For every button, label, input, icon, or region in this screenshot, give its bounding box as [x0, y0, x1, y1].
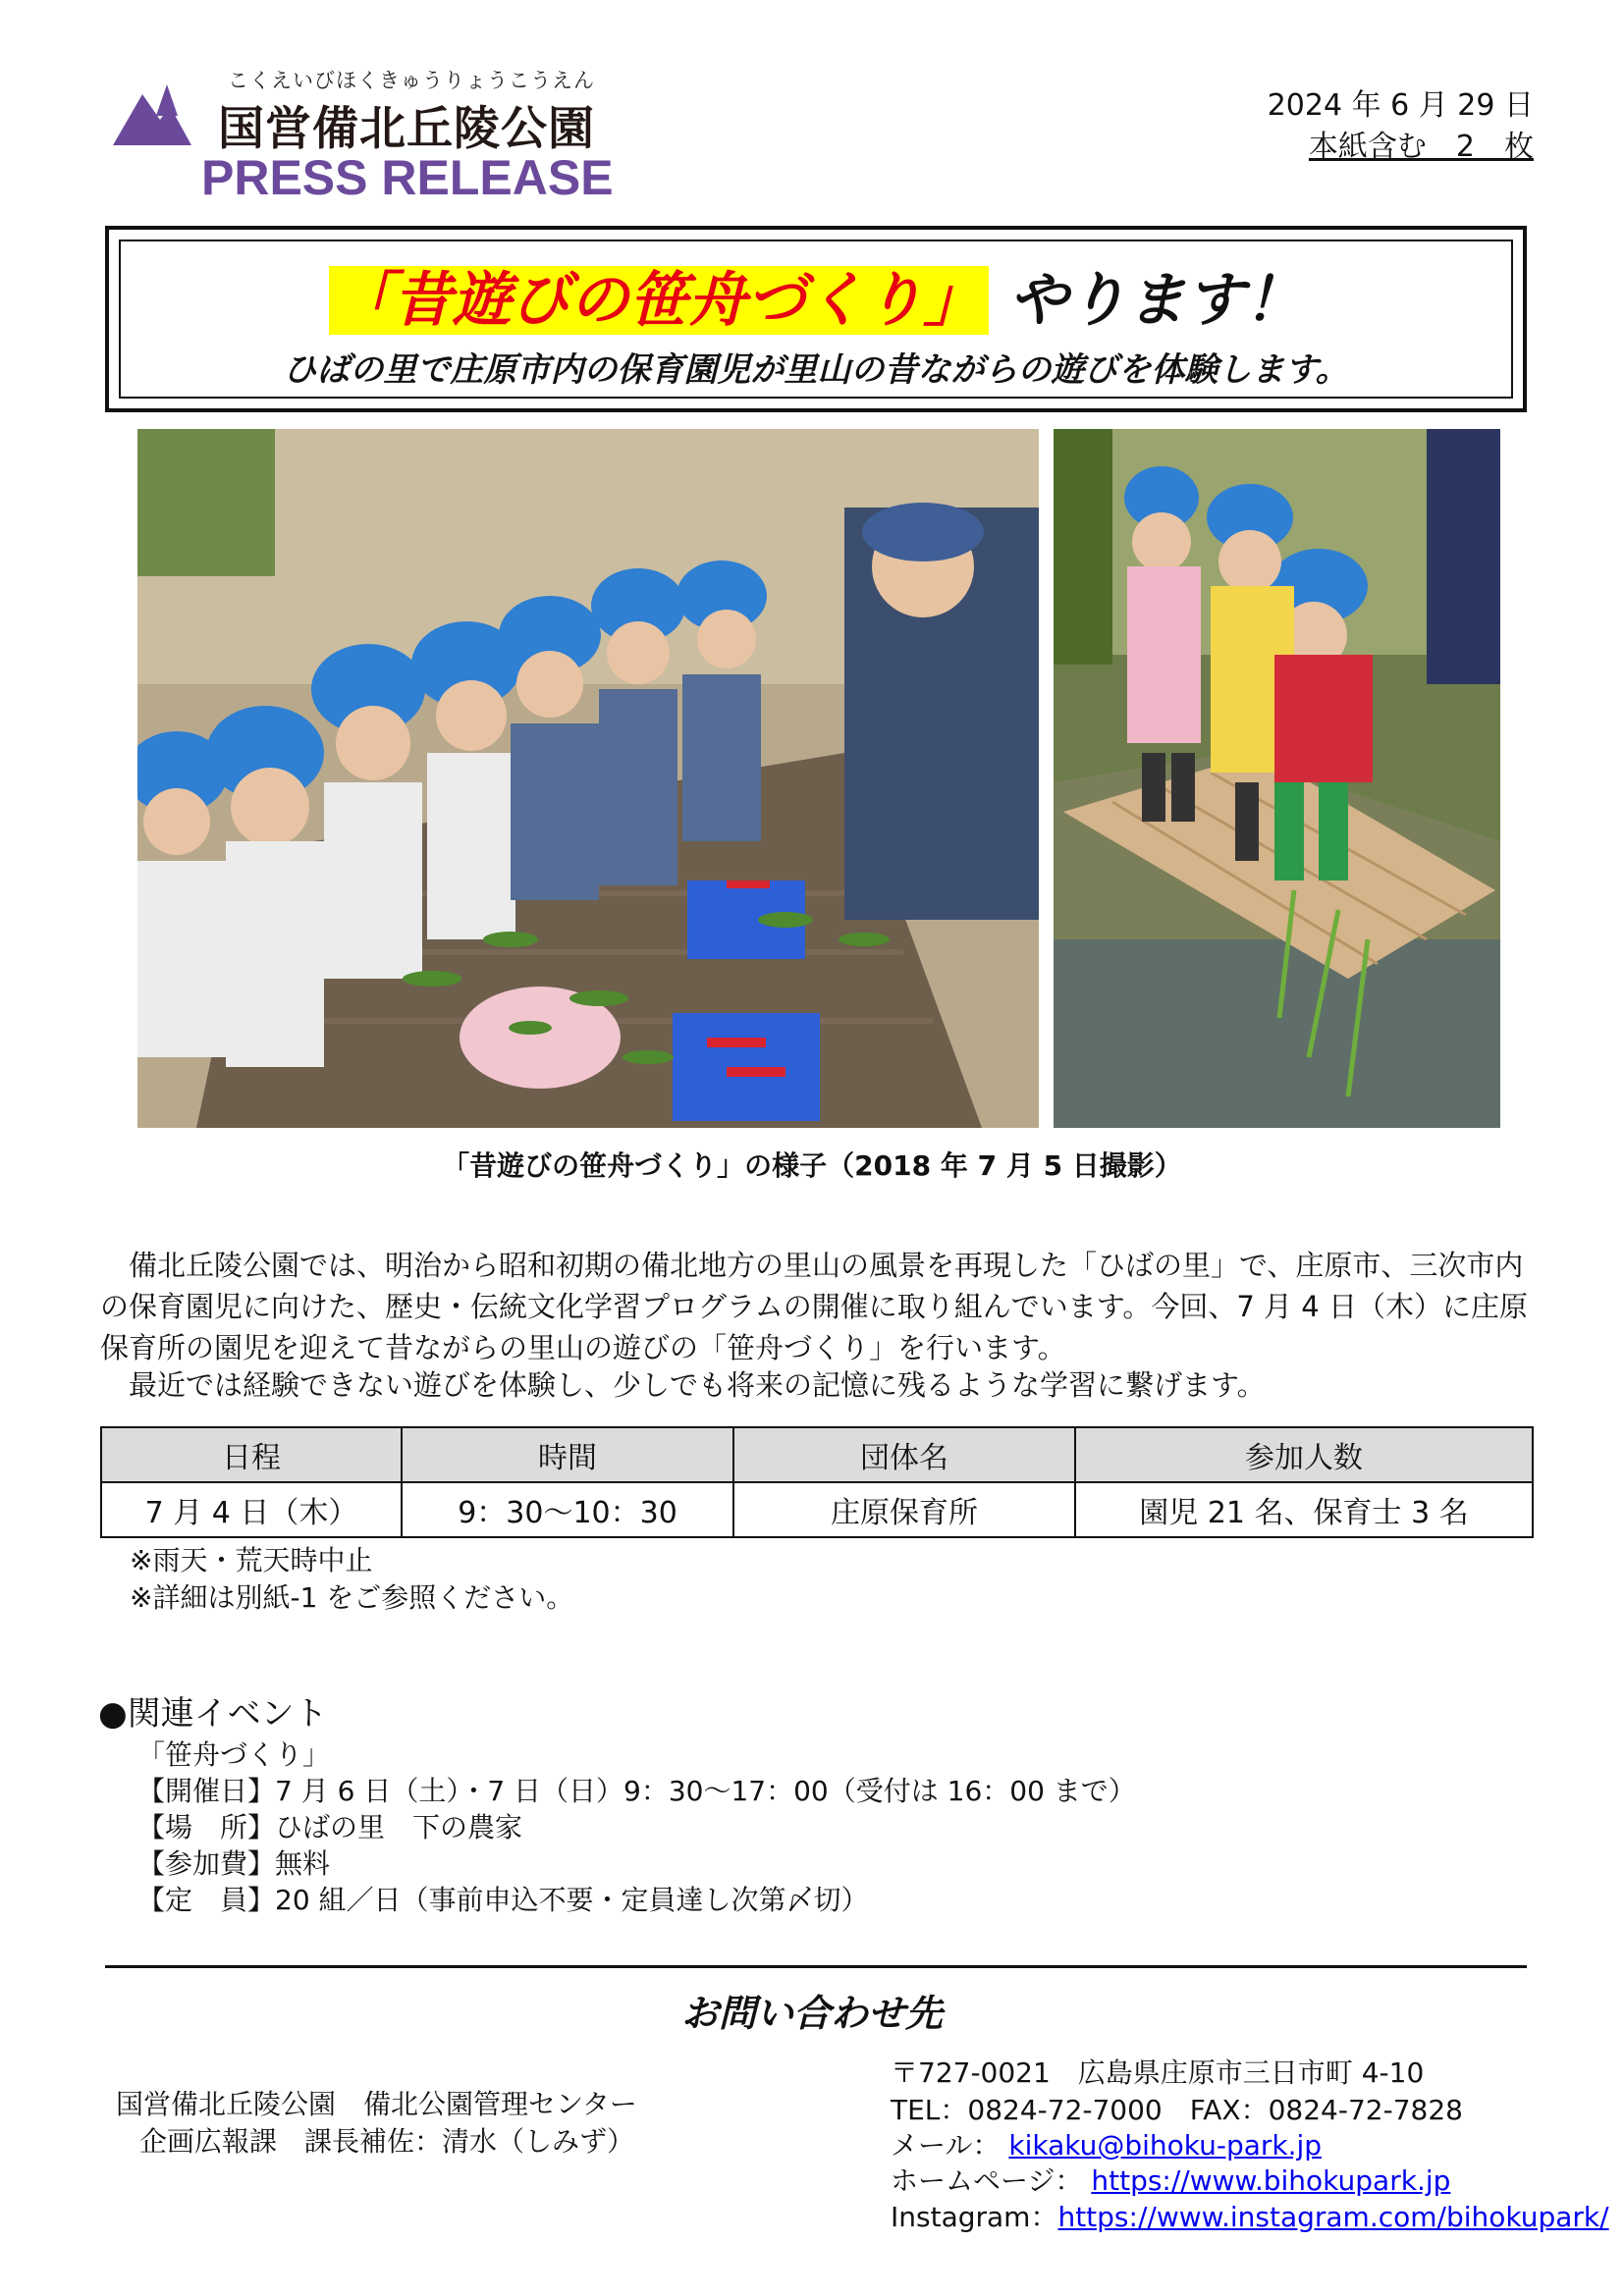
- table-header-row: [101, 1427, 1533, 1482]
- headline: [109, 253, 1523, 338]
- purpose-paragraph: 最近では経験できない遊びを体験し、少しでも将来の記憶に残るような学習に繋げます。: [129, 1368, 1266, 1402]
- photo-children-at-pond: [1054, 429, 1500, 1128]
- contact-organization: 国営備北丘陵公園 備北公園管理センター: [116, 2088, 637, 2120]
- logo-park-name: 国営備北丘陵公園: [218, 102, 595, 156]
- related-event-place: 【場 所】ひばの里 下の農家: [137, 1811, 523, 1843]
- contact-web-row: [891, 2160, 1450, 2199]
- related-event-title: 「笹舟づくり」: [137, 1738, 331, 1771]
- mail-label: メール：: [891, 2129, 1001, 2162]
- related-event-heading: ●関連イベント: [98, 1694, 328, 1734]
- release-date: 2024 年 6 月 29 日: [1267, 88, 1534, 123]
- contact-heading: お問い合わせ先: [680, 1992, 943, 2035]
- mail-link[interactable]: kikaku@bihoku-park.jp: [1008, 2129, 1323, 2162]
- photo-children-making-boats: [137, 429, 1039, 1128]
- footer-divider: [105, 1965, 1527, 1968]
- title-box: [105, 226, 1527, 412]
- table-row: [101, 1482, 1533, 1537]
- related-event-fee: 【参加費】無料: [137, 1847, 331, 1880]
- related-event-capacity: 【定 員】20 組／日（事前申込不要・定員達し次第〆切）: [137, 1884, 869, 1916]
- table-cell-time: 9：30～10：30: [402, 1482, 733, 1537]
- web-label: ホームページ：: [891, 2164, 1083, 2197]
- table-header-group: 団体名: [733, 1427, 1075, 1482]
- contact-person: 企画広報課 課長補佐：清水（しみず）: [139, 2125, 635, 2158]
- contact-tel-fax: TEL：0824-72-7000 FAX：0824-72-7828: [891, 2094, 1463, 2126]
- related-event-dates: 【開催日】7 月 6 日（土）・7 日（日）9：30～17：00（受付は 16：00 まで）: [137, 1775, 1136, 1807]
- table-header-time: 時間: [402, 1427, 733, 1482]
- headline-highlight: 「昔遊びの笹舟づくり」: [329, 266, 989, 335]
- photo-caption: 「昔遊びの笹舟づくり」の様子（2018 年 7 月 5 日撮影）: [442, 1149, 1182, 1182]
- schedule-table: [100, 1426, 1534, 1538]
- logo-ruby: こくえいびほくきゅうりょうこうえん: [228, 69, 595, 92]
- press-release-label: PRESS RELEASE: [201, 150, 614, 205]
- page-count: 本紙含む 2 枚: [1308, 130, 1534, 164]
- subheadline: ひばの里で庄原市内の保育園児が里山の昔ながらの遊びを体験します。: [283, 350, 1349, 390]
- headline-rest: やります！: [1008, 266, 1304, 335]
- instagram-link[interactable]: https://www.instagram.com/bihokupark/: [1057, 2201, 1609, 2233]
- website-link[interactable]: https://www.bihokupark.jp: [1091, 2164, 1451, 2197]
- contact-address: 〒727-0021 広島県庄原市三日市町 4-10: [891, 2056, 1425, 2089]
- park-logo-mountain-icon: [113, 77, 191, 147]
- note-details: ※詳細は別紙-1 をご参照ください。: [130, 1581, 574, 1614]
- instagram-label: Instagram：: [891, 2201, 1058, 2233]
- contact-instagram-row: [891, 2196, 1609, 2235]
- table-cell-participants: 園児 21 名、保育士 3 名: [1075, 1482, 1533, 1537]
- intro-paragraph: 備北丘陵公園では、明治から昭和初期の備北地方の里山の風景を再現した「ひばの里」で、庄原市、三次市内の保育園児に向けた、歴史・伝統文化学習プログラムの開催に取り組んでいます。今回、7 月 4 日（木）に庄原保育所の園児を迎えて昔ながらの里山の遊びの「笹舟づくり」を行います。: [100, 1249, 1528, 1364]
- table-cell-group: 庄原保育所: [733, 1482, 1075, 1537]
- table-header-date: 日程: [101, 1427, 402, 1482]
- table-header-participants: 参加人数: [1075, 1427, 1533, 1482]
- contact-mail-row: [891, 2124, 1322, 2163]
- note-weather: ※雨天・荒天時中止: [130, 1544, 373, 1576]
- table-cell-date: 7 月 4 日（木）: [101, 1482, 402, 1537]
